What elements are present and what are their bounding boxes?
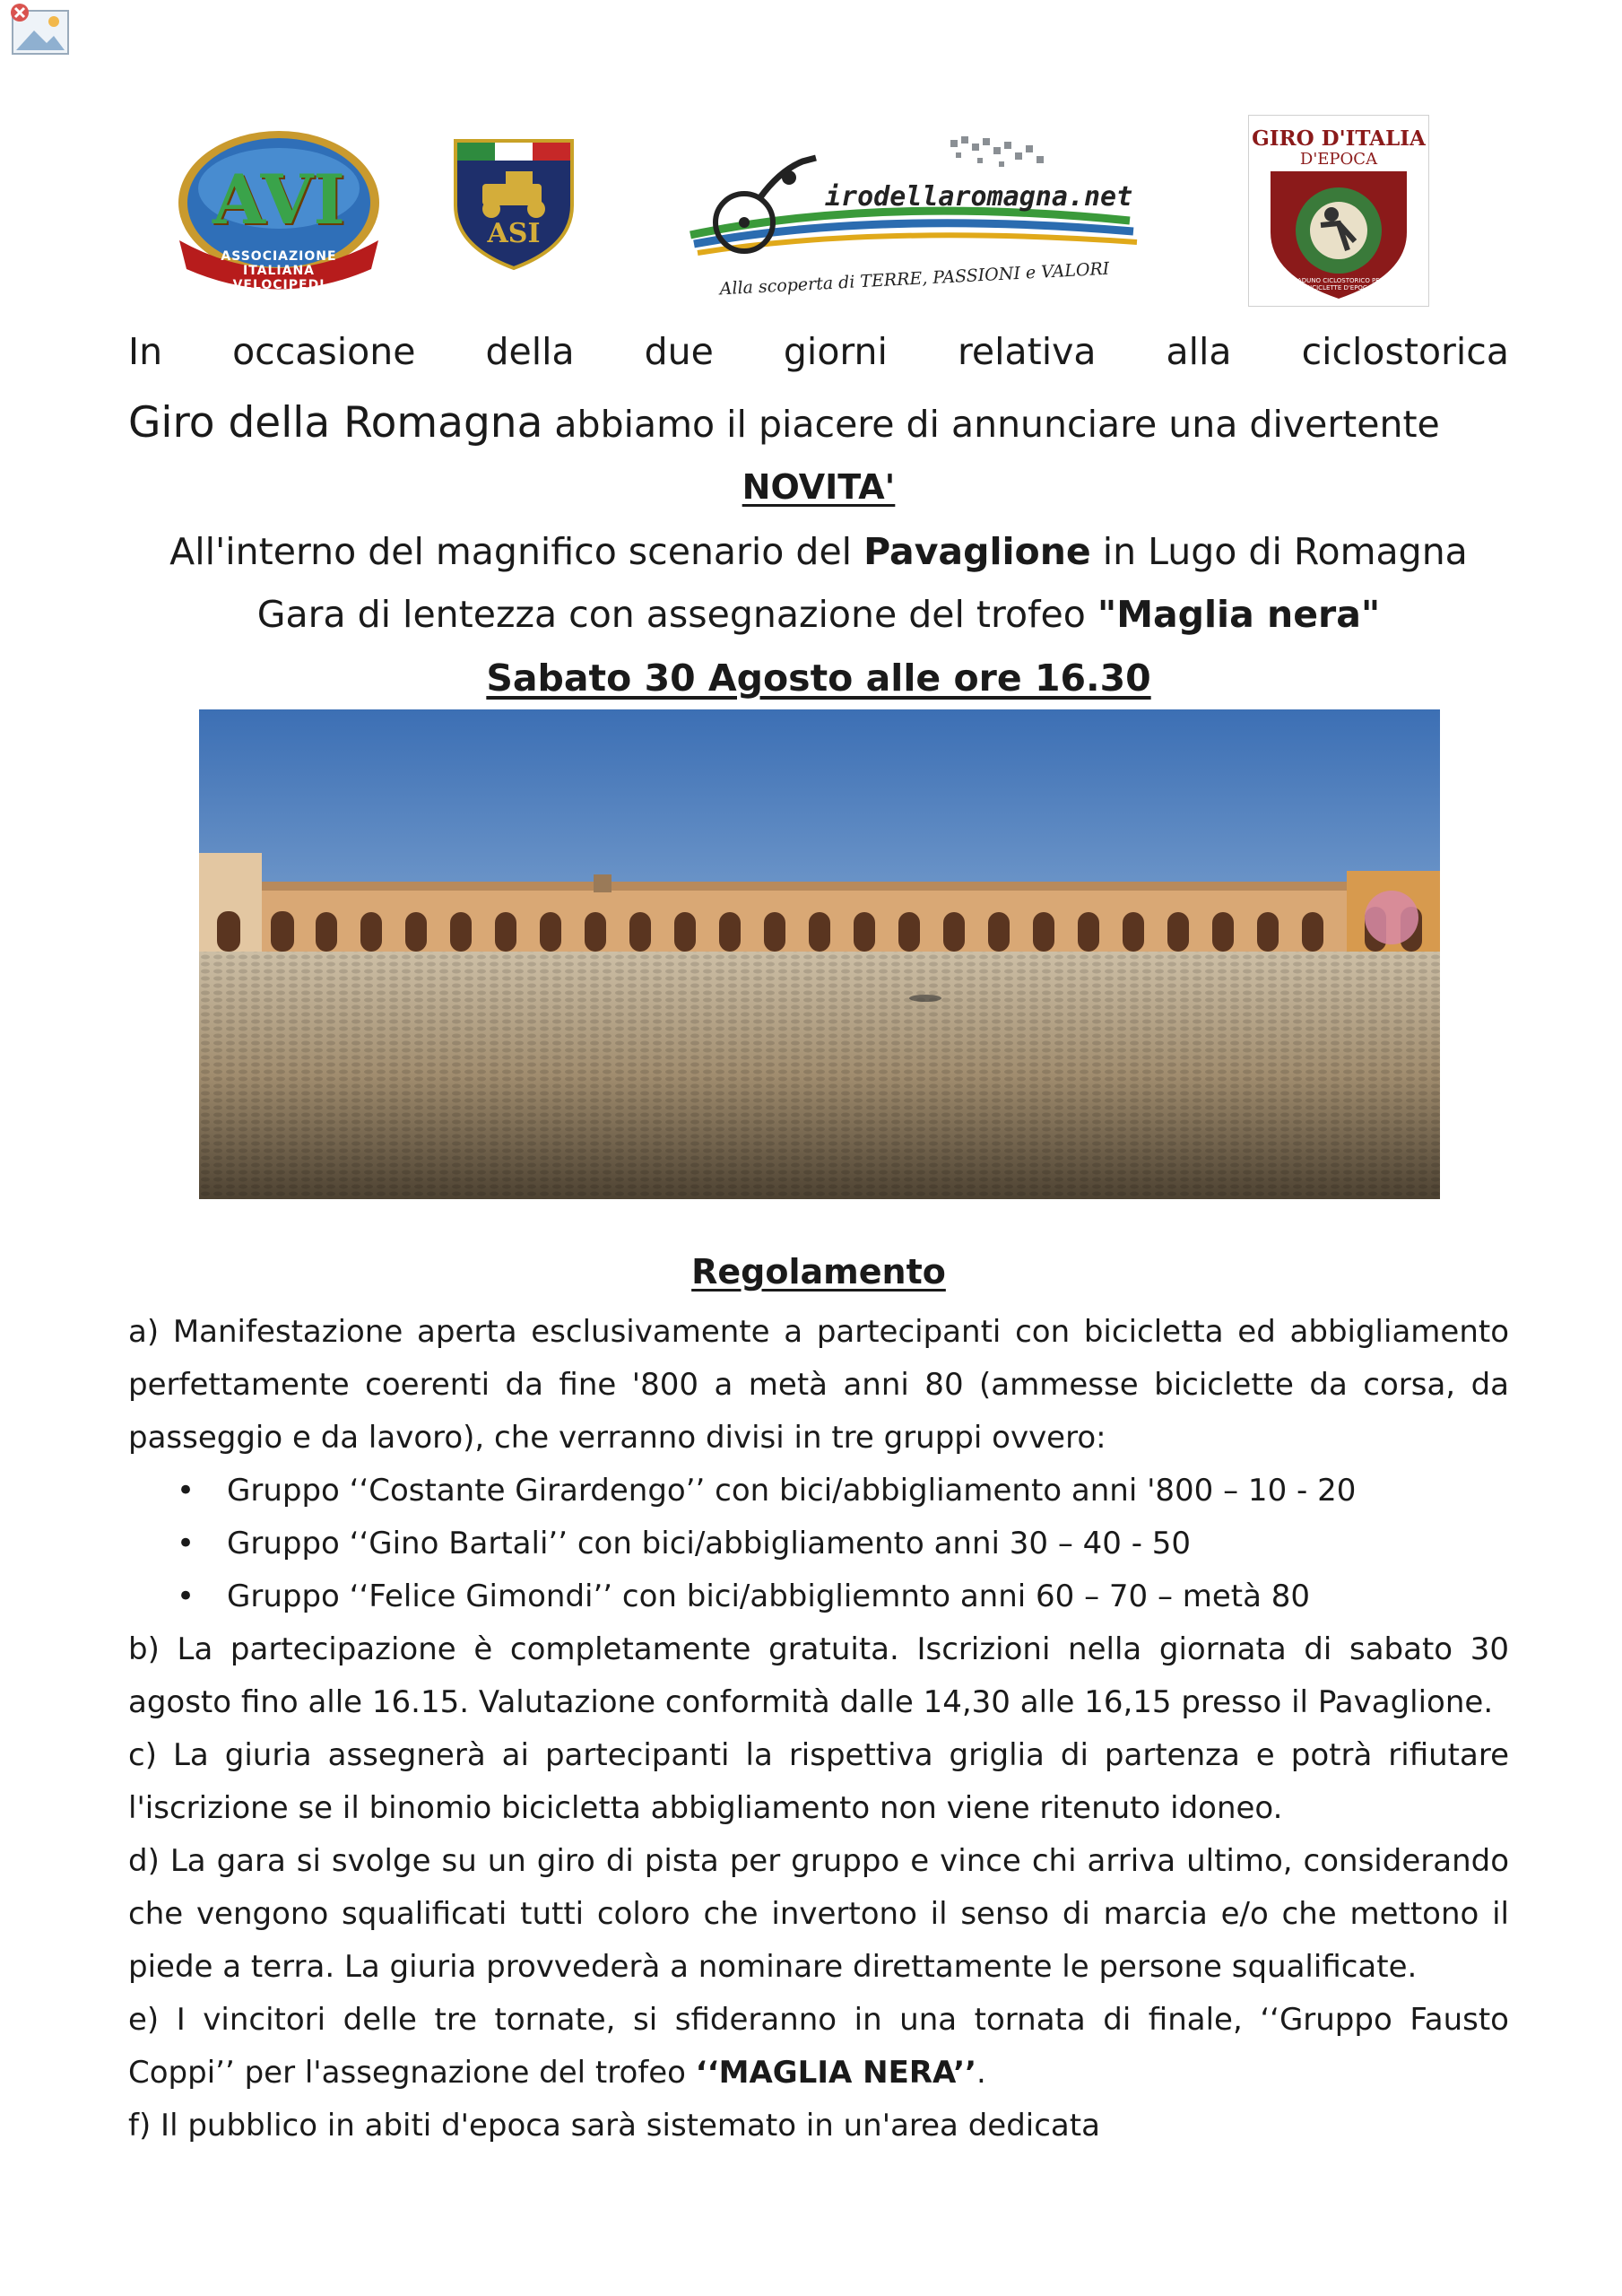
intro-line-5-a: Gara di lentezza con assegnazione del trofeo	[256, 593, 1097, 636]
rule-c: c) La giuria assegnerà ai partecipanti la rispettiva griglia di partenza e potrà rifiutare l'iscrizione se il binomio bicicletta abbigliamento non viene ritenuto idoneo.	[128, 1737, 1509, 1826]
group-item: • Gruppo ‘‘Costante Girardengo’’ con bici/abbigliamento anni '800 – 10 - 20	[128, 1465, 1509, 1518]
intro-line-2-text: abbiamo il piacere di annunciare una divertente	[542, 403, 1440, 446]
asi-logo	[452, 135, 576, 272]
asi-logo-text: ASI	[487, 218, 541, 249]
rule-a: a) Manifestazione aperta esclusivamente a partecipanti con bicicletta ed abbigliamento perfettamente coerenti da fine '800 a metà anni 80 (ammesse biciclette da corsa, da passeggio e da lavoro), che verranno divisi in tre gruppi ovvero:	[128, 1314, 1509, 1456]
logos-row	[0, 106, 1622, 312]
rule-e-end: .	[976, 2055, 986, 2091]
intro-word: giorni	[783, 330, 888, 373]
intro-line-4-a: All'interno del magnifico scenario del	[169, 530, 864, 573]
giro-italia-epoca-subtitle: D'EPOCA	[1299, 150, 1378, 169]
girodellaromagna-logo	[681, 135, 1148, 300]
intro-word: ciclostorica	[1301, 330, 1509, 373]
avi-logo-ribbon: ASSOCIAZIONE ITALIANA VELOCIPEDI	[221, 249, 337, 292]
rule-e-trophy: ‘‘MAGLIA NERA’’	[695, 2055, 977, 2091]
intro-word: due	[644, 330, 714, 373]
rules-title	[128, 1252, 1509, 1292]
group-item: • Gruppo ‘‘Felice Gimondi’’ con bici/abbigliemnto anni 60 – 70 – metà 80	[128, 1570, 1509, 1623]
novita-text: NOVITA'	[742, 467, 896, 507]
pavaglione-photo	[199, 709, 1440, 1199]
girodellaromagna-tagline: Alla scoperta di TERRE, PASSIONI e VALORI	[719, 258, 1110, 300]
intro-word: della	[485, 330, 575, 373]
rule-f: f) Il pubblico in abiti d'epoca sarà sistemato in un'area dedicata	[128, 2108, 1100, 2144]
avi-logo-text: AVI	[213, 160, 345, 239]
intro-line-1	[128, 330, 1509, 373]
intro-word: relativa	[957, 330, 1097, 373]
intro-word: occasione	[232, 330, 416, 373]
venue-name: Pavaglione	[863, 530, 1091, 573]
trophy-name: "Maglia nera"	[1097, 593, 1381, 636]
broken-image-icon	[7, 4, 74, 57]
event-date	[128, 657, 1509, 700]
intro-line-4	[128, 530, 1509, 573]
rule-e-text: e) I vincitori delle tre tornate, si sfideranno in una tornata di finale, ‘‘Gruppo Fausto Coppi’’ per l'assegnazione del trofeo	[128, 2002, 1509, 2091]
event-name: Giro della Romagna	[128, 398, 543, 448]
rule-e	[128, 1994, 1509, 2100]
event-date-text: Sabato 30 Agosto alle ore 16.30	[486, 657, 1151, 700]
rules-body	[128, 1306, 1509, 2152]
intro-word: alla	[1166, 330, 1232, 373]
intro-line-2	[128, 398, 1509, 448]
intro-line-4-c: in Lugo di Romagna	[1090, 530, 1468, 573]
rule-b: b) La partecipazione è completamente gratuita. Iscrizioni nella giornata di sabato 30 agosto fino alle 16.15. Valutazione conformità dalle 14,30 alle 16,15 presso il Pavaglione.	[128, 1631, 1509, 1720]
avi-logo	[172, 126, 386, 296]
novita-heading	[128, 467, 1509, 507]
intro-word: In	[128, 330, 163, 373]
giro-italia-epoca-title: GIRO D'ITALIA	[1252, 126, 1426, 151]
rule-d: d) La gara si svolge su un giro di pista per gruppo e vince chi arriva ultimo, considerando che vengono squalificati tutti coloro che invertono il senso di marcia e/o che mettono il piede a terra. La giuria provvederà a nominare direttamente le persone squalificate.	[128, 1843, 1509, 1985]
intro-line-5	[128, 593, 1509, 636]
rules-title-text: Regolamento	[691, 1252, 946, 1292]
giro-italia-epoca-logo	[1248, 115, 1429, 307]
giro-italia-epoca-ring: RADUNO CICLOSTORICO PER BICICLETTE D'EPOCA	[1293, 277, 1384, 291]
girodellaromagna-logo-text: irodellaromagna.net	[825, 181, 1133, 213]
group-item: • Gruppo ‘‘Gino Bartali’’ con bici/abbigliamento anni 30 – 40 - 50	[128, 1518, 1509, 1570]
